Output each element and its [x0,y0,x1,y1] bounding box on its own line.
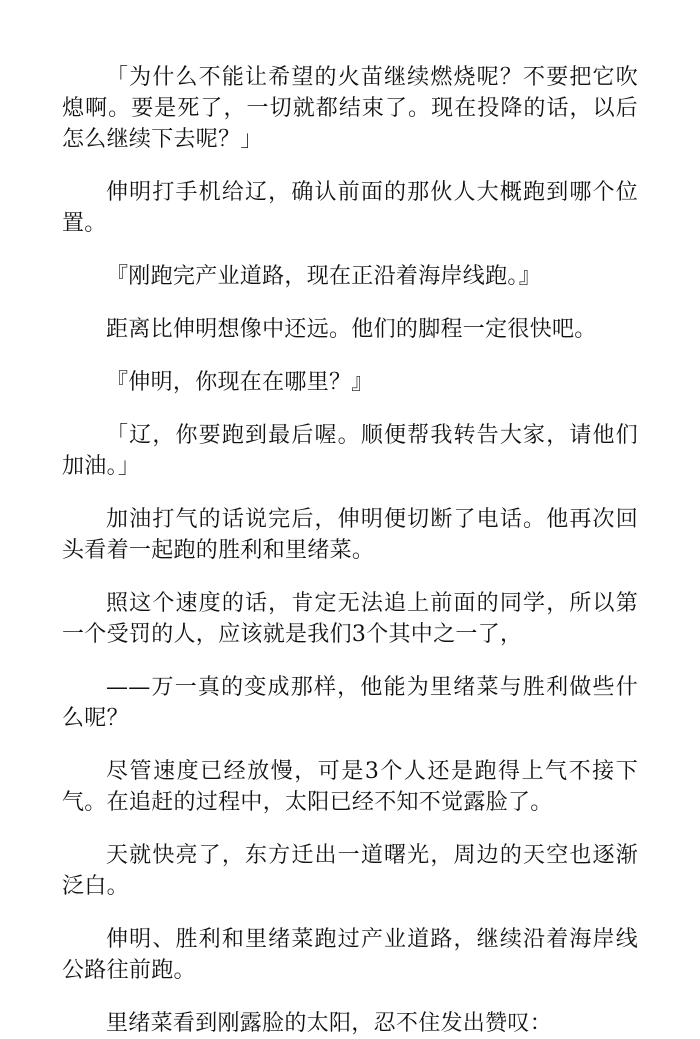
paragraph: 尽管速度已经放慢，可是3个人还是跑得上气不接下气。在追赶的过程中，太阳已经不知不觉露脸了。 [62,759,638,815]
paragraph: 「辽，你要跑到最后喔。顺便帮我转告大家，请他们加油。」 [62,423,638,479]
paragraph: 天就快亮了，东方迁出一道曙光，周边的天空也逐渐泛白。 [62,843,638,899]
paragraph: ——万一真的变成那样，他能为里绪菜与胜利做些什么呢？ [62,675,638,731]
paragraph: 伸明、胜利和里绪菜跑过产业道路，继续沿着海岸线公路往前跑。 [62,927,638,983]
paragraph: 距离比伸明想像中还远。他们的脚程一定很快吧。 [106,317,597,342]
paragraph: 伸明打手机给辽，确认前面的那伙人大概跑到哪个位置。 [62,180,638,236]
paragraph: 加油打气的话说完后，伸明便切断了电话。他再次回头看着一起跑的胜利和里绪菜。 [62,507,638,563]
paragraph: 「为什么不能让希望的火苗继续燃烧呢？不要把它吹熄啊。要是死了，一切就都结束了。现在投降的话，以后怎么继续下去呢？」 [62,65,638,152]
paragraph: 『伸明，你现在在哪里？』 [106,370,374,395]
paragraph: 『刚跑完产业道路，现在正沿着海岸线跑。』 [106,264,542,289]
paragraph: 里绪菜看到刚露脸的太阳，忍不住发出赞叹： [106,1011,553,1036]
paragraph: 照这个速度的话，肯定无法追上前面的同学，所以第一个受罚的人，应该就是我们3个其中之一了， [62,591,638,647]
